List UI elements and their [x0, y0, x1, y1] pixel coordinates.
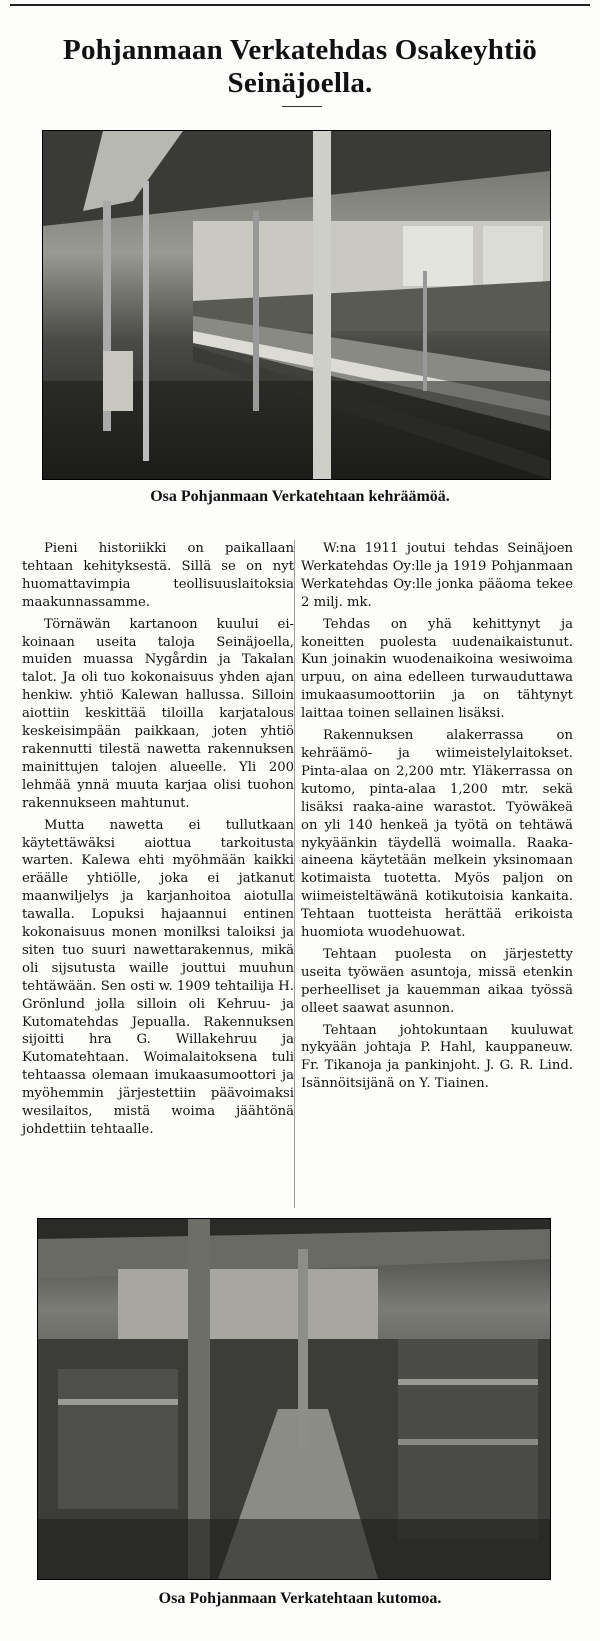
- title-line-2: Seinäjoella.: [227, 67, 373, 99]
- article-paragraph: Pieni historiikki on paikallaan tehtaan kehityksestä. Sillä se on nyt huomattavimpia teollisuuslaitoksia maakunnassamme.: [22, 541, 294, 610]
- article-column-right: [301, 540, 573, 1097]
- article-paragraph: Tehdas on yhä kehittynyt ja koneitten puolesta uudenaikaistunut. Kun joinakin wuodenaikoina wesiwoima urpuu, on aina edelleen turwauduttawa imukaasumoottoriin ja on tähtynyt laittaa toinen sellainen lisäksi.: [301, 616, 573, 722]
- spinning-hall-caption: Osa Pohjanmaan Verkatehtaan kehräämöä.: [150, 488, 450, 505]
- title-rule: [282, 106, 322, 107]
- article-column-left: [22, 540, 294, 1143]
- weaving-hall-caption: Osa Pohjanmaan Verkatehtaan kutomoa.: [158, 1590, 442, 1607]
- article-paragraph: W:na 1911 joutui tehdas Seinäjoen Werkatehdas Oy:lle ja 1919 Pohjanmaan Werkatehdas Oy:lle jonka pääoma tekee 2 milj. mk.: [301, 541, 573, 610]
- article-paragraph: Tehtaan johtokuntaan kuuluwat nykyään johtaja P. Hahl, kauppaneuw. Fr. Tikanoja ja pankinjoht. J. G. R. Lind. Isännöitsijänä on Y. Tiainen.: [301, 1022, 573, 1092]
- column-separator: [294, 540, 295, 1208]
- page-title: [0, 34, 600, 100]
- article-paragraph: Tehtaan puolesta on järjestetty useita työwäen asuntoja, missä etenkin perheelliset ja kauemman aikaa työssä olleet saawat asunnon.: [301, 946, 573, 1016]
- spinning-hall-photo: [42, 130, 551, 480]
- article-paragraph: Törnäwän kartanoon kuului ei-koinaan useita taloja Seinäjoella, muiden muassa Nygårdin ja Takalan talot. Ja oli tuo kokonaisuus yhden ajan henkiw. yhtiö Kalewan hallussa. Silloin aiottiin keskittää tiloilla karjatalous keskeisimpään paikkaan, joten yhtiö rakennutti tilestä nawetta rakennuksen mainittujen talojen alueelle. Yli 200 lehmää ynnä muuta karjaa olisi tuohon rakennukseen mahtunut.: [22, 616, 294, 811]
- article-paragraph: Rakennuksen alakerrassa on kehräämö- ja wiimeistelylaitokset. Pinta-alaa on 2,200 mtr. Yläkerrassa on kutomo, pinta-alaa 1,200 mtr. sekä lisäksi raaka-aine warastot. Työwäkeä on yli 140 henkeä ja työtä on tehtäwä nykyäänkin täydellä woimalla. Raaka-aineena käytetään melkein yksinomaan kotimaista tuotetta. Myös paljon on wiimeisteltäwänä kotikutoisia kankaita. Tehtaan tuotteista herättää erikoista huomiota wuodehuowat.: [301, 728, 573, 941]
- title-line-1: Pohjanmaan Verkatehdas Osakeyhtiö: [63, 34, 537, 66]
- article-paragraph: Mutta nawetta ei tullutkaan käytettäwäksi aiottua tarkoitusta warten. Kalewa ehti myöhmään kaikki eräälle yhtiölle, joka ei jatkanut maanwiljelys ja karjanhoitoa aiotulla tawalla. Lopuksi hajaannui entinen kokonaisuus monen monilksi taloiksi ja siten tuo suuri nawettarakennus, mikä oli sijsutusta waille jouttui muuhun tehtäwään. Sen osti w. 1909 tehtailija H. Grönlund jolla silloin oli Kehruu- ja Kutomatehdas Jepualla. Rakennuksen sijoitti hra G. Willakehruu ja Kutomatehtaan. Woimalaitoksena tuli tehtaassa olemaan imukaasumoottori ja myöhemmin järjestettiin päävoimaksi wesilaitos, mistä woima jäähtönä johdettiin tehtaalle.: [22, 817, 294, 1137]
- weaving-hall-photo: [37, 1218, 551, 1580]
- top-rule: [10, 4, 590, 6]
